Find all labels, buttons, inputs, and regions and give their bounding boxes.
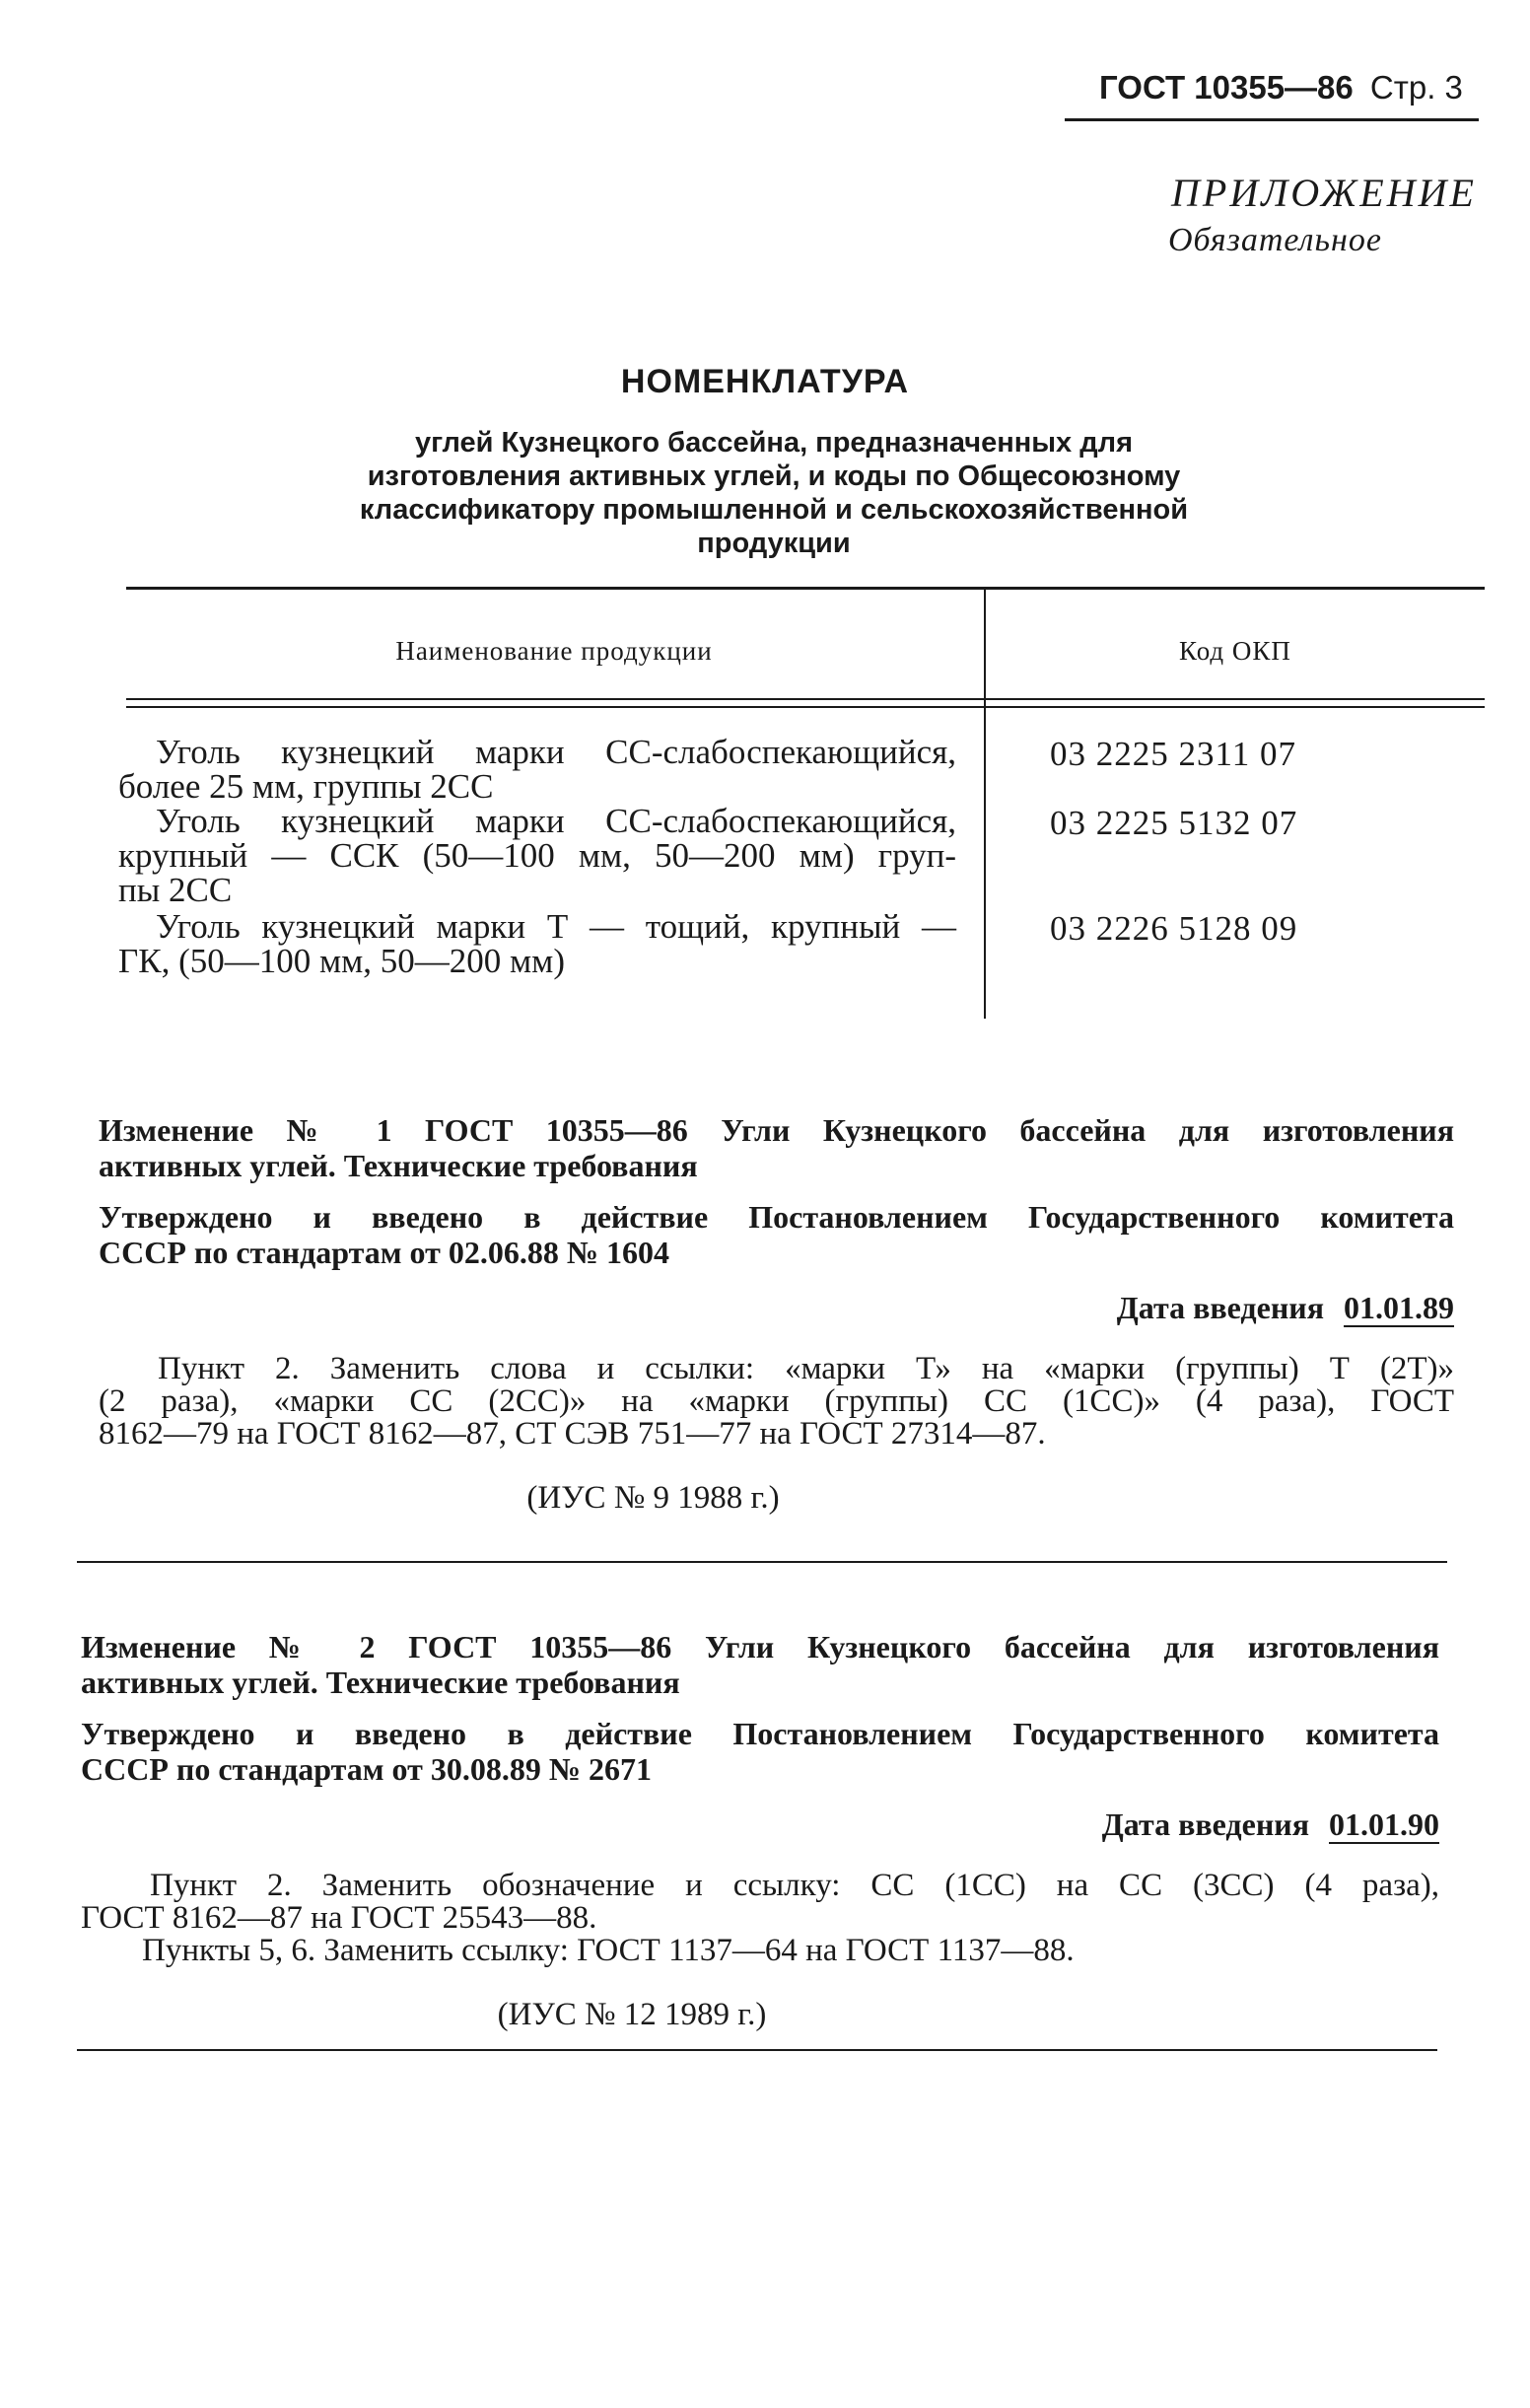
effective-date-label: Дата введения — [1116, 1290, 1324, 1325]
column-header-code: Код ОКП — [1179, 636, 1291, 666]
effective-date — [99, 1290, 1454, 1325]
amendment-body-line: 8162—79 на ГОСТ 8162—87, СТ СЭВ 751—77 на ГОСТ 27314—87. — [99, 1416, 1046, 1452]
effective-date-value: 01.01.90 — [1329, 1806, 1439, 1842]
amendment-title-line: Изменение № 2 ГОСТ 10355—86 Угли Кузнецкого бассейна для изготовления — [81, 1629, 1439, 1664]
effective-date-value: 01.01.89 — [1344, 1290, 1454, 1325]
amendment-divider — [77, 1561, 1447, 1563]
table-top-rule — [126, 587, 1485, 590]
subtitle-line: углей Кузнецкого бассейна, предназначенных для — [414, 427, 1133, 459]
table-header-rule-2 — [126, 706, 1485, 708]
appendix-status: Обязательное — [1168, 222, 1382, 258]
page-number: Стр. 3 — [1369, 69, 1463, 106]
approval-line: Утверждено и введено в действие Постановлением Государственного комитета — [99, 1199, 1454, 1235]
amendment-body-line: ГОСТ 8162—87 на ГОСТ 25543—88. — [81, 1900, 597, 1936]
amendment-body-line: Пункт 2. Заменить слова и ссылки: «марки Т» на «марки (группы) Т (2Т)» — [158, 1351, 1454, 1386]
table-header-rule-1 — [126, 698, 1485, 700]
amendment-body-line: (2 раза), «марки СС (2СС)» на «марки (группы) СС (1СС)» (4 раза), ГОСТ — [99, 1383, 1454, 1419]
okp-code: 03 2225 5132 07 — [1050, 804, 1298, 842]
nomenclature-heading: НОМЕНКЛАТУРА — [620, 363, 910, 400]
product-name-line: Уголь кузнецкий марки Т — тощий, крупный — — [156, 907, 956, 946]
okp-code: 03 2225 2311 07 — [1050, 735, 1296, 773]
approval-line: Утверждено и введено в действие Постановлением Государственного комитета — [81, 1716, 1439, 1751]
product-name-line: крупный — ССК (50—100 мм, 50—200 мм) груп- — [118, 836, 956, 875]
amendment-title-line: активных углей. Технические требования — [81, 1664, 680, 1700]
product-name-line: более 25 мм, группы 2СС — [118, 767, 494, 806]
page-header — [1099, 69, 1484, 106]
product-name-line: пы 2СС — [118, 871, 233, 909]
subtitle-line: продукции — [697, 528, 851, 559]
header-rule — [1065, 118, 1479, 121]
nomenclature-subtitle — [296, 426, 1252, 560]
appendix-title: ПРИЛОЖЕНИЕ — [1171, 171, 1477, 215]
effective-date — [81, 1806, 1439, 1842]
subtitle-line: классификатору промышленной и сельскохозяйственной — [359, 494, 1189, 526]
bottom-rule — [77, 2049, 1437, 2051]
product-name-line: Уголь кузнецкий марки СС-слабоспекающийся, — [156, 733, 956, 771]
effective-date-label: Дата введения — [1101, 1806, 1309, 1842]
amendment-title-line: активных углей. Технические требования — [99, 1148, 698, 1183]
amendment-2 — [81, 1629, 1439, 2033]
product-name-line: ГК, (50—100 мм, 50—200 мм) — [118, 942, 565, 980]
amendment-source: (ИУС № 12 1989 г.) — [497, 1997, 767, 2032]
table-row — [118, 735, 956, 978]
product-name-line: Уголь кузнецкий марки СС-слабоспекающийся, — [156, 802, 956, 840]
approval-line: СССР по стандартам от 02.06.88 № 1604 — [99, 1235, 669, 1270]
column-header-name: Наименование продукции — [395, 636, 713, 666]
approval-line: СССР по стандартам от 30.08.89 № 2671 — [81, 1751, 652, 1787]
amendment-body-line: Пункты 5, 6. Заменить ссылку: ГОСТ 1137—64 на ГОСТ 1137—88. — [142, 1933, 1075, 1968]
subtitle-line: изготовления активных углей, и коды по Общесоюзному — [367, 460, 1181, 492]
gost-code: ГОСТ 10355—86 — [1099, 69, 1354, 106]
okp-code: 03 2226 5128 09 — [1050, 909, 1298, 948]
amendment-title-line: Изменение № 1 ГОСТ 10355—86 Угли Кузнецкого бассейна для изготовления — [99, 1112, 1454, 1148]
table-column-divider — [984, 590, 986, 1019]
amendment-1 — [99, 1112, 1454, 1517]
amendment-source: (ИУС № 9 1988 г.) — [526, 1480, 780, 1516]
amendment-body-line: Пункт 2. Заменить обозначение и ссылку: СС (1СС) на СС (3СС) (4 раза), — [150, 1868, 1439, 1903]
